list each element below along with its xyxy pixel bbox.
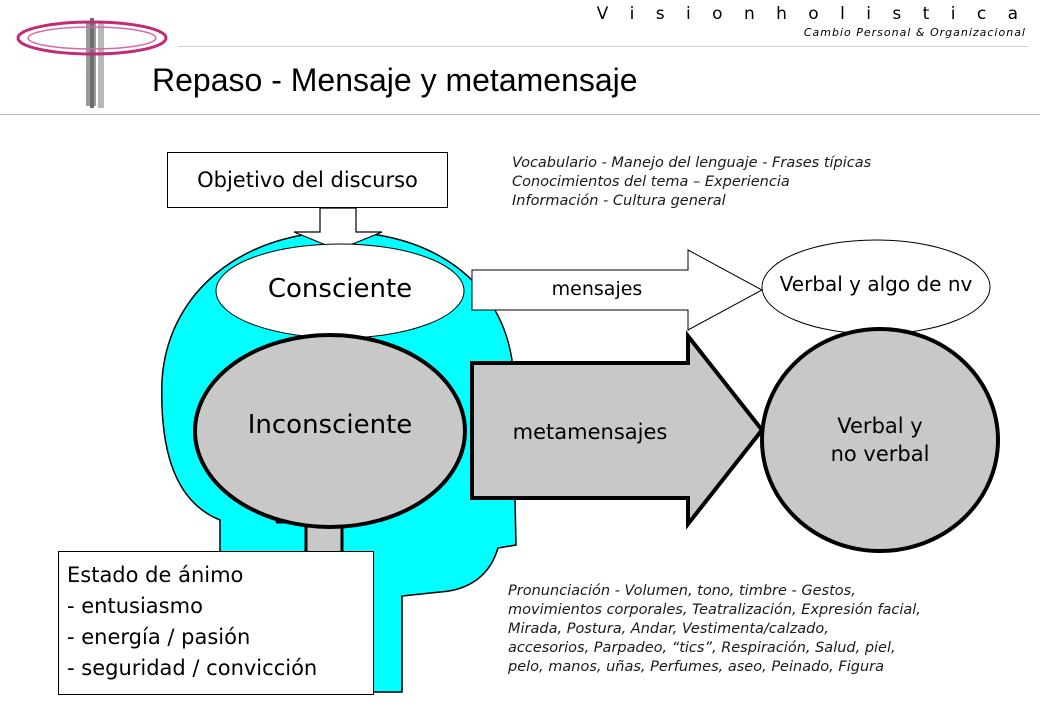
verbal-nv-label: Verbal y algo de nv <box>779 272 973 296</box>
estado-item: - energía / pasión <box>67 625 251 649</box>
estado-item: - entusiasmo <box>67 594 203 618</box>
objetivo-box <box>167 152 448 208</box>
mensajes-label: mensajes <box>551 278 643 300</box>
verbal-line-2: no verbal <box>830 442 930 466</box>
metamensajes-label: metamensajes <box>512 420 668 444</box>
estado-item: - seguridad / convicción <box>67 656 318 680</box>
brand-name: V i s i o n h o l i s t i c a <box>596 4 1026 24</box>
notes-top <box>512 154 871 211</box>
note-bottom-line: Mirada, Postura, Andar, Vestimenta/calzado, <box>508 621 829 637</box>
consciente-label: Consciente <box>267 274 413 304</box>
note-bottom-line: Pronunciación - Volumen, tono, timbre - Gestos, <box>508 583 856 599</box>
verbal-no-verbal-label <box>762 412 998 468</box>
note-bottom-line: accesorios, Parpadeo, “tics”, Respiración, Salud, piel, <box>508 640 896 656</box>
note-bottom-line: movimientos corporales, Teatralización, Expresión facial, <box>508 602 921 618</box>
note-top-line: Información - Cultura general <box>512 193 726 209</box>
estado-title: Estado de ánimo <box>67 563 244 587</box>
note-top-line: Vocabulario - Manejo del lenguaje - Frases típicas <box>512 155 872 171</box>
page-title: Repaso - Mensaje y metamensaje <box>152 62 638 98</box>
estado-box <box>58 551 374 695</box>
inconsciente-label: Inconsciente <box>247 410 413 440</box>
note-bottom-line: pelo, manos, uñas, Perfumes, aseo, Peinado, Figura <box>508 659 884 675</box>
objetivo-label: Objetivo del discurso <box>197 168 418 192</box>
ring-pillar-logo-icon <box>18 18 166 108</box>
verbal-line-1: Verbal y <box>837 414 923 438</box>
brand-tagline: Cambio Personal & Organizacional <box>803 26 1026 39</box>
note-top-line: Conocimientos del tema – Experiencia <box>512 174 790 190</box>
notes-bottom <box>508 582 921 677</box>
